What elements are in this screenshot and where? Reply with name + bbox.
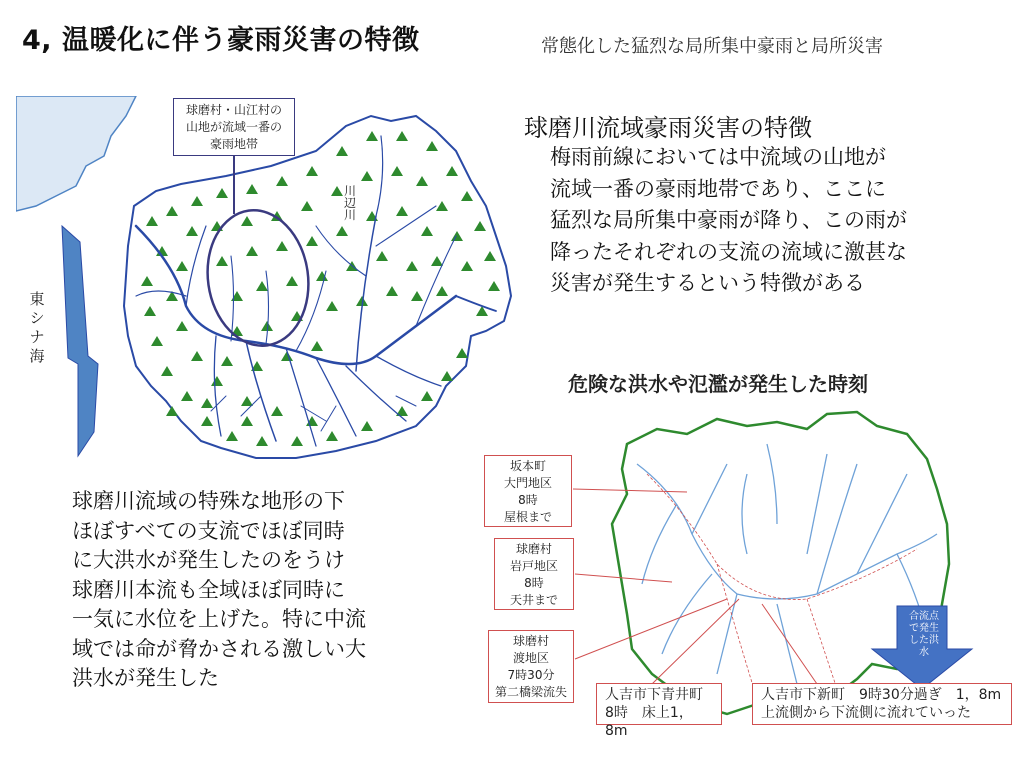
sea-label-char: 海 bbox=[29, 347, 45, 365]
east-china-sea-label bbox=[26, 290, 48, 366]
page-subtitle: 常態化した猛烈な局所集中豪雨と局所災害 bbox=[541, 36, 883, 57]
label-line: 8時 bbox=[524, 576, 544, 590]
label-line: 天井まで bbox=[509, 593, 558, 607]
feature-heading: 球磨川流域豪雨災害の特徴 bbox=[524, 114, 812, 142]
terrain-line: に大洪水が発生したのをうけ bbox=[72, 548, 345, 572]
basin-outline bbox=[124, 116, 511, 458]
sea-label-char: ナ bbox=[29, 328, 45, 346]
arrow-label-line: した洪 bbox=[909, 635, 939, 646]
feature-line: 猛烈な局所集中豪雨が降り、この雨が bbox=[550, 208, 907, 232]
terrain-line: 一気に水位を上げた。特に中流 bbox=[72, 607, 366, 631]
sea-label-char: 東 bbox=[29, 290, 45, 308]
callout-line: 山地が流域一番の bbox=[185, 120, 282, 134]
label-line: 坂本町 bbox=[509, 459, 546, 473]
terrain-line: ほぼすべての支流でほぼ同時 bbox=[72, 518, 345, 543]
watari-label bbox=[488, 630, 574, 703]
callout-line: 豪雨地帯 bbox=[209, 137, 258, 151]
terrain-line: 洪水が発生した bbox=[72, 666, 219, 690]
callout-line: 球磨村・山江村の bbox=[185, 103, 282, 117]
terrain-description bbox=[72, 487, 492, 694]
label-line: 球磨村 bbox=[515, 542, 552, 556]
iwato-label bbox=[494, 538, 574, 610]
label-line: 屋根まで bbox=[503, 510, 552, 524]
terrain-line: 域では命が脅かされる激しい大 bbox=[72, 636, 366, 661]
label-line: 大門地区 bbox=[503, 476, 552, 490]
sea-area bbox=[16, 96, 136, 211]
label-line: 岩戸地区 bbox=[509, 559, 558, 573]
sea-label-char: シ bbox=[29, 309, 45, 327]
label-line: 8時 床上1，8m bbox=[605, 705, 693, 739]
river-label-char: 辺 bbox=[343, 196, 356, 210]
label-line: 上流側から下流側に流れていった bbox=[761, 705, 971, 721]
label-line: 7時30分 bbox=[507, 668, 555, 682]
terrain-line: 球磨川流域の特殊な地形の下 bbox=[72, 489, 345, 513]
label-line: 第二橋梁流失 bbox=[494, 685, 567, 699]
sakamoto-label bbox=[484, 455, 572, 527]
label-line: 渡地区 bbox=[512, 651, 549, 665]
feature-line: 降ったそれぞれの支流の流域に激甚な bbox=[550, 239, 907, 264]
river-label-char: 川 bbox=[343, 208, 356, 222]
flood-map-title: 危険な洪水や氾濫が発生した時刻 bbox=[568, 372, 868, 396]
sea-arrow bbox=[62, 226, 98, 456]
feature-line: 災害が発生するという特徴がある bbox=[550, 271, 865, 295]
label-line: 8時 bbox=[518, 493, 538, 507]
feature-description bbox=[550, 142, 1020, 300]
page-title: 4, 温暖化に伴う豪雨災害の特徴 bbox=[22, 25, 420, 56]
shimoaoi-label bbox=[596, 683, 722, 739]
confluence-arrow-label bbox=[902, 611, 946, 659]
shimoshin-label bbox=[752, 683, 1012, 725]
label-line: 人吉市下新町 9時30分過ぎ 1，8m bbox=[761, 687, 1002, 703]
arrow-label-line: 水 bbox=[919, 647, 929, 658]
label-line: 球磨村 bbox=[512, 634, 549, 648]
feature-line: 梅雨前線においては中流域の山地が bbox=[550, 145, 886, 169]
arrow-label-line: 合流点 bbox=[909, 611, 939, 622]
heavy-rain-callout bbox=[173, 98, 295, 156]
feature-line: 流域一番の豪雨地帯であり、ここに bbox=[550, 176, 886, 201]
river-label-char: 川 bbox=[343, 184, 356, 198]
terrain-line: 球磨川本流も全域ほぼ同時に bbox=[72, 577, 345, 602]
arrow-label-line: で発生 bbox=[909, 623, 939, 634]
kawabe-river-label bbox=[341, 185, 359, 221]
label-line: 人吉市下青井町 bbox=[605, 687, 703, 703]
